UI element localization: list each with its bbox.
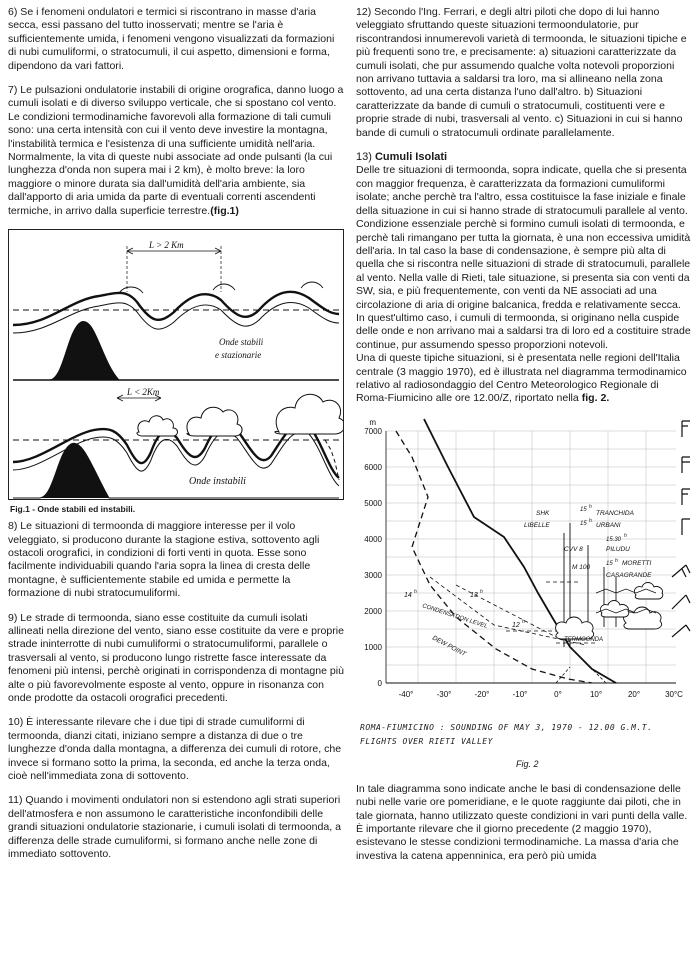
svg-text:h: h — [589, 517, 592, 524]
paragraph-7a: 7) Le pulsazioni ondulatorie instabili di origine orografica, danno luogo a cumuli isolati e di diverso sviluppo verticale, che si spostano col vento. Le condizioni termodinamiche favorevoli alla formazione di tali cumuli sono: una certa intensità con cui il vento deve investire la montagna, l'instabilità termica e l'esistenza di una sufficiente umidità nell'aria. — [8, 84, 344, 150]
figure-2-label: Fig. 2 — [516, 758, 539, 769]
label-shk-hour: 15 — [580, 506, 587, 513]
cloud-2 — [187, 407, 242, 436]
y-tick-4000: 4000 — [364, 534, 382, 544]
paragraph-13-heading — [356, 151, 692, 164]
label-shk: SHK — [536, 509, 550, 517]
paragraph-13a: Delle tre situazioni di termoonda, sopra indicate, quella che si presenta con maggior frequenza, è caratterizzata da formazioni cumuliformi isolate; anche perchè tra l'altro, essa costituisce la fase iniziale e finale della situazione in cui si hanno strade di stratocumuli parallele al vento. — [356, 164, 688, 217]
label-casagrande: CASAGRANDE — [606, 571, 652, 579]
figure-2-subtitle: FLIGHTS OVER RIETI VALLEY — [360, 736, 493, 746]
y-tick-0: 0 — [377, 678, 382, 688]
paragraph-13c-text: Una di queste tipiche situazioni, si è presentata nelle regioni dell'Italia centrale (3 maggio 1970), ed è illustrata nel diagramma termodinamico relativo al radiosondaggio del Centro Meteorologico Regionale di Roma-Fiumicino alle ore 12.00/Z, riportato nella — [356, 352, 687, 405]
figure-1 — [8, 229, 344, 500]
paragraph-8: 8) Le situazioni di termoonda di maggiore interesse per il volo veleggiato, si producono durante la stagione estiva, sottovento agli ostacoli orografici, in condizioni di forti venti in quota. Esse sono facilmente individuabili quando l'aria sopra la linea di cresta delle montagne, è sufficientemente stabile ed umida e permette la formazione di nubi stratocumuliformi. — [8, 520, 320, 600]
paragraph-10: 10) È interessante rilevare che i due tipi di strade cumuliformi di termoonda, dianzi citati, iniziano sempre a distanza di due o tre lunghezze d'onda dalla montagna, a differenza dei cumuli di rotore, che invece si formano sotto la prima, la seconda, ed anche la terza onda, cioè nell'immediata zona di sottovento. — [8, 716, 342, 782]
paragraph-12: 12) Secondo l'Ing. Ferrari, e degli altri piloti che dopo di lui hanno veleggiato sfruttando queste situazioni termoondulatorie, pur riscontrandosi innumerevoli varietà di termoonda, le situazioni tipiche e più frequenti sono tre, e precisamente: a) situazioni caratterizzate da cumuli isolati, che pur assumendo qualche volta notevoli proporzioni non arrivano tuttavia a saldarsi tra loro, ma si allineano nella zona sottovento, ad una certa distanza l'uno dall'altro. b) Situazioni caratterizzate da bande di cumuli o stratocumuli, costituenti vere e proprie strade di nubi, trasversali al vento. c) Situazioni in cui si hanno bande di cumuli o stratocumuli ordinate parallelamente. — [356, 6, 687, 139]
y-tick-3000: 3000 — [364, 570, 382, 580]
cloud-1 — [137, 416, 178, 436]
label-cvv8: CVV 8 — [564, 545, 583, 553]
y-tick-2000: 2000 — [364, 606, 382, 616]
label-moretti: MORETTI — [622, 559, 652, 567]
label-cvv8-hour: 15.30 — [606, 536, 622, 543]
svg-text:h: h — [480, 588, 483, 595]
left-column — [8, 6, 344, 872]
fig2-reference: fig. 2. — [581, 392, 610, 405]
label-termoonda: TERMOONDA — [564, 636, 603, 643]
x-tick-30: 30°C — [665, 689, 683, 699]
stable-waves-panel — [13, 246, 339, 333]
label-m100: M 100 — [572, 563, 591, 571]
wavelength-label-bottom: L < 2Km — [127, 387, 160, 398]
y-unit: m — [369, 417, 376, 427]
svg-text:h: h — [615, 557, 618, 564]
y-tick-7000: 7000 — [364, 426, 382, 436]
wind-barbs — [672, 421, 690, 637]
cumulus-clouds — [137, 394, 343, 436]
label-12h: 12 — [512, 621, 520, 629]
label-condensation-level: CONDENSATION LEVEL — [421, 602, 489, 630]
label-14h: 14 — [404, 591, 412, 599]
label-tranchida: TRANCHIDA — [596, 509, 634, 517]
cloud-3 — [275, 394, 343, 434]
figure-1-caption: Fig.1 - Onde stabili ed instabili. — [10, 504, 136, 515]
paragraph-11: 11) Quando i movimenti ondulatori non si estendono agli strati superiori dell'atmosfera e non assumono le caratteristiche inconfondibili delle grandi situazioni ondulatorie stazionarie, i cumuli isolati di termoonda, a differenza delle strade cumuliformi, si formano anche nelle zone di immediato sottovento. — [8, 794, 341, 861]
label-urbani: URBANI — [596, 521, 621, 529]
label-libelle: LIBELLE — [524, 521, 550, 529]
stable-label-1: Onde stabili — [219, 337, 264, 348]
figure-1-drawing — [9, 230, 343, 499]
y-tick-5000: 5000 — [364, 498, 382, 508]
label-m100-hour: 15 — [606, 560, 613, 567]
stable-label-2: e stazionarie — [215, 350, 262, 361]
y-axis-labels — [364, 418, 382, 688]
figure-2 — [356, 417, 692, 777]
section-number: 13) — [356, 151, 372, 164]
paragraph-7b-text: Normalmente, la vita di queste nubi associate ad onde pulsanti (la cui lunghezza d'onda non supera mai i 2 km), è molto breve: la loro maggiore o minore durata sia dall'umidità dell'aria ambiente, sia dall'apporto di aria umida da parte di eventuali correnti ascendenti termiche, in arrivo dalla superficie terrestre. — [8, 151, 333, 217]
paragraph-7b — [8, 151, 344, 218]
x-tick-0: 0° — [554, 689, 562, 699]
right-column — [356, 6, 692, 874]
unstable-label: Onde instabili — [189, 476, 246, 488]
y-tick-6000: 6000 — [364, 462, 382, 472]
svg-text:h: h — [624, 532, 627, 539]
paragraph-14a: In tale diagramma sono indicate anche le basi di condensazione delle nubi nelle varie ore pomeridiane, e le quote raggiunte dai piloti, che in tale giornata, hanno utilizzato queste condizioni in vari punti della valle. — [356, 782, 688, 822]
paragraph-13c — [356, 352, 692, 406]
x-tick-m30: -30° — [436, 689, 452, 699]
paragraph-13b: Condizione essenziale perchè si formino cumuli isolati di termoonda, e perchè tali rimangano per tutta la giornata, è una non eccessiva umidità dell'aria. In tal caso la base di condensazione, è sempre più alta di quella che si riscontra nelle situazioni di strade di stratocumuli, parallele al vento. Nella valle di Rieti, tale situazione, si presenta sia con venti da SW, sia, e più frequentemente, con venti da NE associati ad una circolazione di aria di origine balcanica, fredda e relativamente secca. In quest'ultimo caso, i cumuli di termoonda, si originano nella cuspide delle onde e non arrivano mai a saldarsi tra di loro ed a costituire strade continue, pur assumendo spesso proporzioni notevoli. — [356, 218, 691, 351]
mountain-top — [13, 322, 339, 381]
svg-text:h: h — [589, 503, 592, 510]
figure-2-title: ROMA-FIUMICINO : SOUNDING OF MAY 3, 1970 - 12.00 G.M.T. — [360, 722, 653, 732]
svg-text:h: h — [414, 588, 417, 595]
x-axis-labels — [399, 690, 684, 699]
paragraph-6: 6) Se i fenomeni ondulatori e termici si riscontrano in masse d'aria secca, essi passano del tutto inosservati; mentre se l'aria è sufficientemente umida, i fenomeni vengono visualizzati da formazioni di nubi cumuliformi, o stratocumuli, il cui aspetto, dimensioni e forma, dipendono da vari fattori. — [8, 6, 335, 72]
label-13h: 13 — [470, 591, 478, 599]
x-tick-10: 10° — [589, 689, 603, 699]
label-libelle-hour: 15 — [580, 520, 587, 527]
figure-2-diagram — [356, 417, 692, 717]
svg-text:h: h — [522, 618, 525, 625]
y-tick-1000: 1000 — [364, 642, 382, 652]
label-dew-point: DEW POINT — [431, 634, 467, 658]
x-tick-m10: -10° — [512, 689, 528, 699]
diagram-labels — [404, 504, 652, 659]
section-title: Cumuli Isolati — [374, 151, 448, 164]
x-tick-m20: -20° — [474, 689, 490, 699]
paragraph-14b: È importante rilevare che il giorno precedente (2 maggio 1970), esistevano le stesse condizioni termodinamiche. La massa d'aria che investiva la catena appenninica, era però più umida — [356, 823, 679, 862]
wavelength-label-top: L > 2 Km — [149, 240, 184, 251]
x-tick-20: 20° — [627, 689, 641, 699]
label-piludu: PILUDU — [606, 545, 630, 553]
paragraph-9: 9) Le strade di termoonda, siano esse costituite da cumuli isolati allineati nella direzione del vento, siano esse costituite da vere e proprie strade ininterrotte di nubi cumuliformi o stratocumuliformi, parallele o trasversali al vento, si producono lungo ristrette fasce interessate da fenomeni più intensi, perchè originati in corrispondenza di montagne più alte o più favorevolmente esposte al vento, oppure in risonanza con onde prodotte da ostacoli orografici precedenti. — [8, 611, 344, 704]
x-tick-m40: -40° — [398, 689, 414, 699]
fig1-reference: (fig.1) — [210, 204, 239, 217]
diagram-grid — [386, 431, 676, 683]
